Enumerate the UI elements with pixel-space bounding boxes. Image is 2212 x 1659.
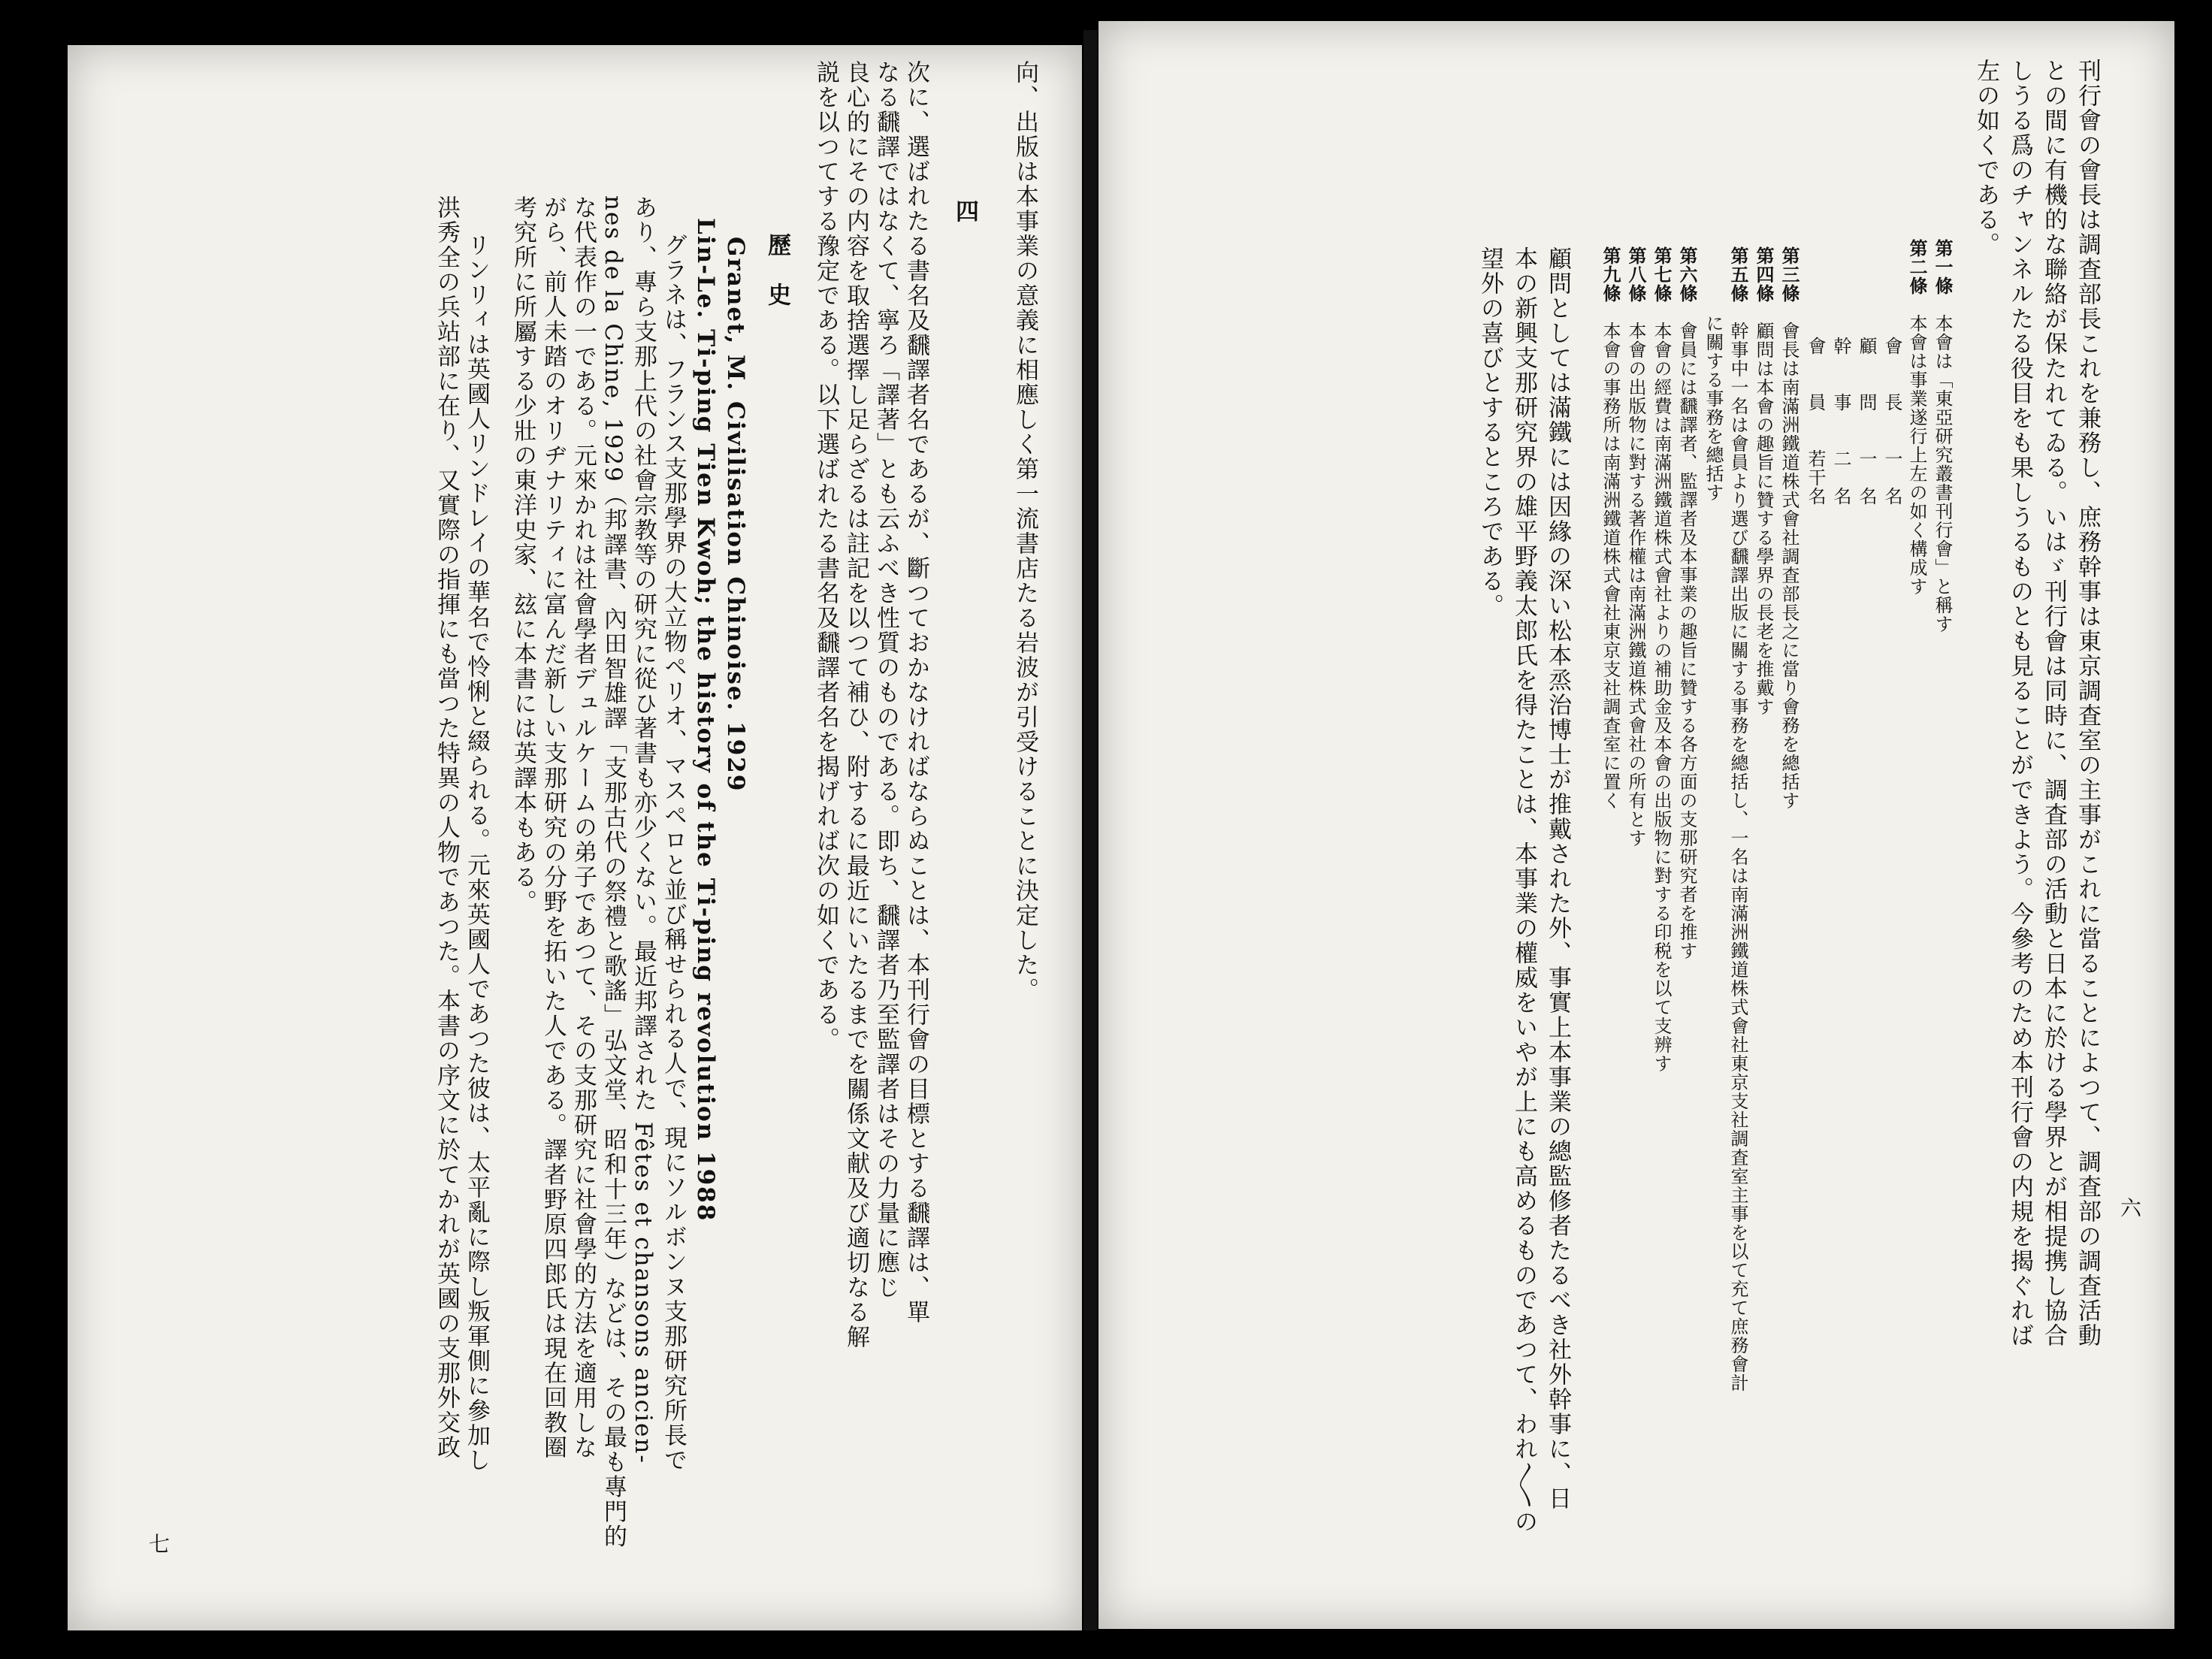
article-number: 第四條 — [1753, 246, 1775, 303]
article-text: 幹事中一名は會員より選び飜譯出版に關する事務を總括し、一名は南滿洲鐵道株式會社東京支社調査室主事を以て充て庶務會計 — [1727, 322, 1748, 1392]
section-heading-four: 四 — [951, 199, 978, 224]
article-number: 第一條 — [1932, 239, 1954, 295]
intro-line: 向、出版は本事業の意義に相應しく第一流書店たる岩波が引受けることに決定した。 — [1011, 60, 1038, 1002]
article-line: に關する事務を總括す — [1703, 314, 1724, 502]
body-line: 刊行會の會長は調査部長これを兼務し、庶務幹事は東京調査室の主事がこれに當ることによつて、調査部の調査活動 — [2074, 59, 2101, 1348]
body-line: との間に有機的な聯絡が保たれてゐる。いはゞ刊行會は同時に、調査部の活動と日本に於ける學界とが相提携し協合 — [2040, 59, 2067, 1348]
article-number: 第五條 — [1727, 246, 1749, 303]
article-text: 本會は「東亞研究叢書刊行會」と稱す — [1932, 314, 1953, 633]
article-line: 顧 問 一 名 — [1856, 337, 1877, 506]
article-text: 本會の出版物に對する著作權は南滿洲鐵道株式會社の所有とす — [1625, 322, 1646, 848]
history-line: 考究所に所屬する少壯の東洋史家、玆に本書には英譯本もある。 — [509, 195, 536, 914]
history-line: リンリィは英國人リンドレイの華名で怜悧と綴られる。元來英國人であつた彼は、太平亂に際し叛軍側に參加し — [463, 233, 490, 1473]
article-line — [1754, 246, 1773, 1449]
history-line: がら、前人未踏のオリヂナリティに富んだ新しい支那研究の分野を拓いた人である。譯者野原四郎氏は現在回教圈 — [539, 195, 567, 1460]
body-line: しうる爲のチャンネルたる役目をも果しうるものとも見ることができよう。今參考のため本刊行會の内規を揭ぐれば — [2006, 59, 2033, 1348]
article-number: 第二條 — [1906, 239, 1928, 295]
book-entry-granet: Granet, M. Civilisation Chinoise. 1929 — [722, 237, 749, 793]
page-number-right: 六 — [2117, 1197, 2142, 1218]
article-line — [1600, 246, 1620, 1449]
article-number: 第三條 — [1778, 246, 1800, 303]
article-number: 第六條 — [1676, 246, 1698, 303]
article-line — [1651, 246, 1671, 1449]
article-line — [1677, 246, 1697, 1449]
history-line: あり、專ら支那上代の社會宗教等の研究に從ひ著書も亦少くない。最近邦譯された Fêtes et chansons ancien- — [630, 195, 657, 1464]
left-page — [68, 45, 1082, 1630]
history-line: グラネは、フランス支那學界の大立物ペリオ、マスペロと並び稱せられる人で、現にソルボンヌ支那研究所長で — [660, 233, 687, 1473]
article-line — [1907, 239, 1926, 1441]
section-line: 良心的にその内容を取捨選擇し足らざるは註記を以つて補ひ、附するに最近にいたるまでを關係文献及び適切なる解 — [842, 60, 869, 1349]
article-text: 本會の事務所は南滿洲鐵道株式會社東京支社調査室に置く — [1600, 322, 1621, 810]
closing-line: 本の新興支那研究界の雄平野義太郎氏を得たことは、本事業の權威をいやが上にも高めるものであつて、われ〳〵の — [1510, 246, 1537, 1534]
page-number-left: 七 — [146, 1533, 171, 1554]
article-number: 第九條 — [1600, 246, 1621, 303]
section-line: なる飜譯ではなくて、寧ろ「譯著」とも云ふべき性質のものである。即ち、飜譯者乃至監譯者はその力量に應じ — [872, 60, 899, 1300]
section-line: 次に、選ばれたる書名及飜譯者名であるが、斷つておかなければならぬことは、本刊行會の目標とする飜譯は、單 — [902, 60, 929, 1325]
article-line — [1626, 246, 1645, 1449]
section-line: 説を以つてする豫定である。以下選ばれたる書名及飜譯者名を揭げれば次の如くである。 — [812, 60, 839, 1052]
body-line: 左の如くである。 — [1972, 59, 1999, 257]
book-gutter — [1083, 30, 1097, 1630]
history-line: nes de la Chine, 1929（邦譯書、內田智雄譯「支那古代の祭禮と歌謠」弘文堂、昭和十三年）などは、その最も專門的 — [600, 195, 627, 1549]
article-text: 顧問は本會の趣旨に贊する學界の長老を推戴す — [1753, 322, 1774, 716]
closing-line: 望外の喜びとするところである。 — [1476, 246, 1503, 618]
book-entry-linle: Lin-Le. Ti-ping Tien Kwoh; the history of the Ti-ping revolution 1988 — [692, 218, 719, 1222]
article-number: 第七條 — [1651, 246, 1673, 303]
article-text: 本會の經費は南滿洲鐵道株式會社よりの補助金及本會の出版物に對する印税を以て支辨す — [1651, 322, 1672, 1073]
history-line: 洪秀全の兵站部に在り、又實際の指揮にも當つた特異の人物であつた。本書の序文に於てかれが英國の支那外交政 — [433, 195, 460, 1460]
article-line — [1728, 246, 1748, 1599]
article-text: 會員には飜譯者、監譯者及本事業の趣旨に贊する各方面の支那研究者を推す — [1676, 322, 1697, 960]
article-number: 第八條 — [1625, 246, 1647, 303]
article-text: 會長は南滿洲鐵道株式會社調査部長之に當り會務を總括す — [1778, 322, 1800, 810]
article-line: 會 長 一 名 — [1881, 337, 1902, 506]
right-page — [1098, 21, 2174, 1629]
article-line: 幹 事 二 名 — [1830, 337, 1851, 506]
article-line: 會 員 若干名 — [1805, 337, 1826, 506]
closing-line: 顧問としては滿鐵には因緣の深い松本烝治博士が推戴された外、事實上本事業の總監修者たるべき社外幹事に、日 — [1544, 246, 1571, 1511]
article-line — [1932, 239, 1952, 1441]
article-text: 本會は事業遂行上左の如く構成す — [1906, 314, 1927, 596]
history-line: な代表作の一である。元來かれは社會學者デュルケームの弟子であつて、その支那研究に社會學的方法を適用しな — [570, 195, 597, 1460]
history-heading: 歷 史 — [763, 233, 790, 307]
article-line — [1779, 246, 1799, 1449]
